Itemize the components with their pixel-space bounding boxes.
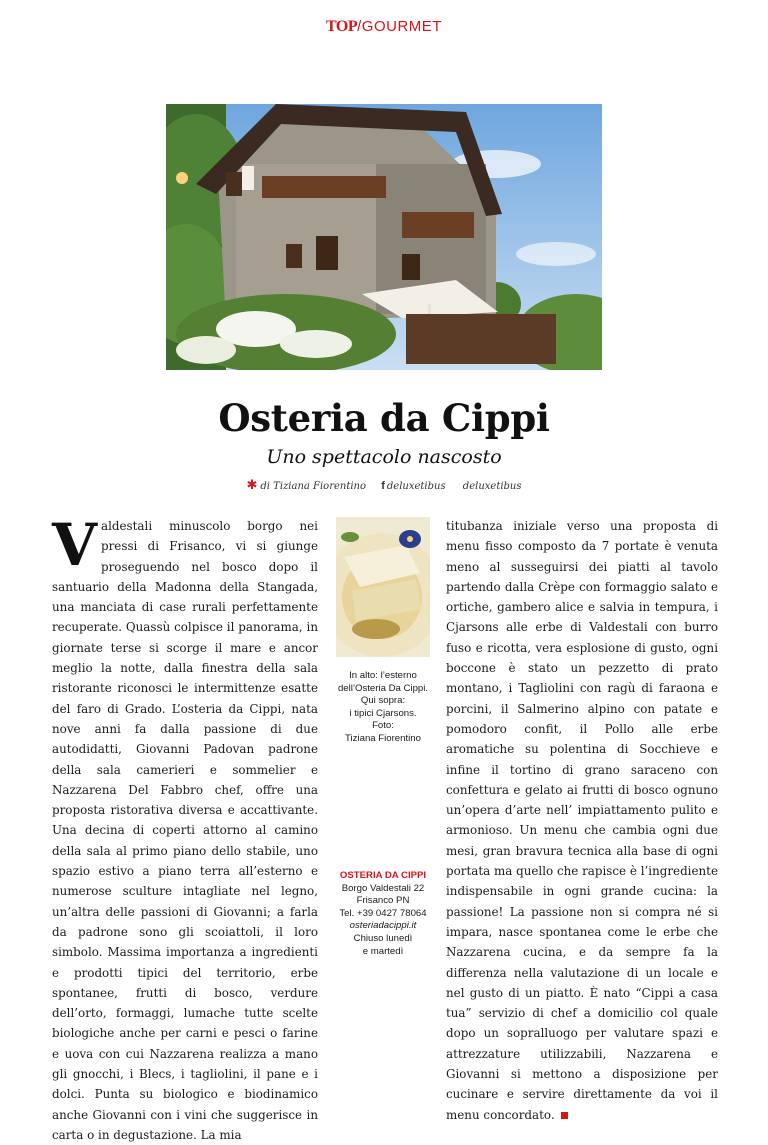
masthead-section: GOURMET [361, 18, 442, 35]
restaurant-name: OSTERIA DA CIPPI [339, 870, 427, 881]
restaurant-city: Frisanco PN [356, 895, 410, 907]
article-column-left [52, 511, 318, 1145]
restaurant-closed-days: Chiuso lunedì [353, 932, 413, 944]
caption-line: Qui sopra: [360, 695, 406, 707]
caption-line: Foto: [372, 720, 394, 732]
article-subtitle: Uno spettacolo nascosto [266, 446, 502, 468]
photo-caption [326, 670, 440, 746]
column-right-text: titubanza iniziale verso una proposta di menu fisso composto da 7 portate è venuta meno al susseguirsi dei piatti al tavolo partendo dalla Crèpe con formaggio salato e ortiche, gambero alice e salvia in tempura, i Cjarsons alle erbe di Valdestali con burro fuso e ricotta, vera esplosione di gusto, ogni boccone è stato un pezzetto di prato montano, i Tagliolini con ragù di faraona e porcini, il Salmerino alpino con patate e pomodoro confit, il Pollo alle erbe aromatiche su polentina di Socchieve e infine il tortino di grano saraceno con confettura e gelato ai frutti di bosco ognuno un’opera d’arte nell’ impiattamento pulito e armonioso. Un menu che cambia ogni due mesi, gran bravura tecnica alla base di ogni portata ma quello che rapisce è l’ingrediente indispensabile in ogni grande cucina: la passione! La passione non si compra né si impara, nasce spontanea come le erbe che Nazzarena cucina, e da sempre fa la differenza nella valutazione di un locale e nel gusto di un piatto. È nato “Cippi a casa tua” servizio di chef a domicilio col quale dopo un sopralluogo per valutare spazi e attrezzature utilizzabili, Nazzarena e Giovanni si mettono a disposizione per cucinare e servire direttamente da voi il menu concordato. [446, 519, 718, 1122]
caption-line: dell’Osteria Da Cippi. [337, 682, 429, 694]
restaurant-info-box [326, 870, 440, 958]
magazine-masthead [0, 18, 768, 36]
article-column-right [446, 516, 718, 1125]
drop-cap: V [52, 511, 98, 579]
article-title: Osteria da Cippi [218, 396, 550, 440]
masthead-slash: / [357, 18, 362, 35]
column-left-text: aldestali minuscolo borgo nei pressi di Frisanco, vi si giunge proseguendo nel bosco dopo il santuario della Madonna della Stangada, una manciata di case rurali perfettamente recuperate. Quassù colpisce il panorama, in giornate terse si scorge il mare e ancor meglio la notte, dalla finestra della sala ristorante riconosci le intermittenze esatte del faro di Grado. L’osteria da Cippi, nata nove anni fa dalla passione di due autodidatti, Giovanni Padovan padrone della sala camerieri e sommelier e Nazzarena Del Fabbro chef, offre una proposta ristorativa diversa e accattivante. Una decina di coperti attorno al camino della sala al primo piano dello stabile, uno spazio estivo a piano terra all’esterno e numerose sculture intagliate nel legno, un’altra delle passioni di Giovanni; a farla da padrone sono gli scoiattoli, il loro simbolo. Massima importanza a ingredienti e prodotti tipici del territorio, erbe spontanee, frutti di bosco, verdure dell’orto, formaggi, lumache tutte scelte biologiche anche per carni e pesci o farine e uova con cui Nazzarena realizza a mano gli gnocchi, i Blecs, i tagliolini, il pane e i dolci. Punta su biologico e biodinamico anche Giovanni con i vini che suggerisce in carta o in degustazione. La mia [52, 519, 318, 1142]
restaurant-closed-days-2: e martedì [362, 945, 404, 957]
caption-line: Tiziana Fiorentino [345, 732, 421, 744]
byline [0, 478, 768, 493]
masthead-logo: TOP [326, 18, 358, 35]
osteria-exterior-photo [166, 104, 602, 370]
cjarsons-photo [336, 517, 430, 657]
restaurant-address: Borgo Valdestali 22 [341, 882, 425, 894]
byline-facebook: deluxetibus [386, 481, 446, 492]
caption-line: i tipici Cjarsons. [349, 707, 417, 719]
asterisk-icon: ✱ [246, 478, 258, 493]
restaurant-website: osteriadacippi.it [349, 920, 417, 932]
byline-twitter: deluxetibus [462, 481, 522, 492]
end-square-icon [561, 1112, 568, 1119]
caption-line: In alto: l’esterno [349, 670, 417, 681]
byline-author: di Tiziana Fiorentino [260, 481, 367, 492]
restaurant-phone: Tel. +39 0427 78064 [339, 907, 427, 919]
facebook-icon: f [381, 480, 385, 492]
